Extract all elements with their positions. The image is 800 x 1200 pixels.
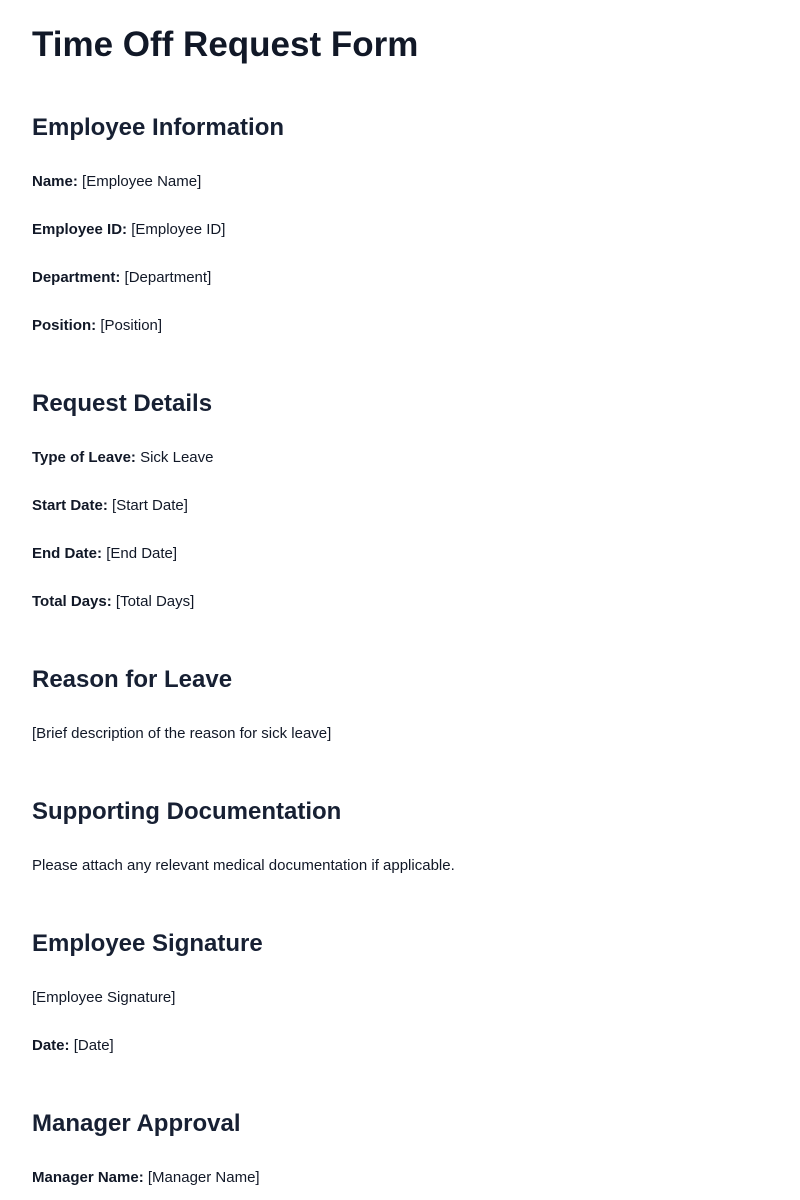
- department-line: [32, 268, 211, 288]
- employee-name-label: Name:: [32, 173, 78, 190]
- department-value: [Department]: [124, 269, 212, 286]
- leave-type-value: Sick Leave: [140, 449, 214, 466]
- position-line: [32, 316, 162, 336]
- supporting-documentation-text: Please attach any relevant medical documentation if applicable.: [32, 857, 455, 874]
- leave-type-label: Type of Leave:: [32, 449, 136, 466]
- total-days-line: [32, 592, 194, 612]
- employee-name-value: [Employee Name]: [82, 173, 202, 190]
- start-date-line: [32, 496, 188, 516]
- reason-heading: Reason for Leave: [32, 666, 233, 693]
- manager-name-label: Manager Name:: [32, 1169, 144, 1186]
- total-days-label: Total Days:: [32, 593, 112, 610]
- page-title: Time Off Request Form: [32, 25, 419, 64]
- employee-information-heading: Employee Information: [32, 114, 285, 141]
- signature-date-label: Date:: [32, 1037, 70, 1054]
- employee-id-value: [Employee ID]: [131, 221, 226, 238]
- department-label: Department:: [32, 269, 121, 286]
- reason-text: [Brief description of the reason for sick leave]: [32, 725, 332, 742]
- signature-date-value: [Date]: [73, 1037, 114, 1054]
- start-date-label: Start Date:: [32, 497, 108, 514]
- total-days-value: [Total Days]: [115, 593, 195, 610]
- position-value: [Position]: [100, 317, 163, 334]
- supporting-documentation-heading: Supporting Documentation: [32, 798, 342, 825]
- end-date-line: [32, 544, 177, 564]
- end-date-label: End Date:: [32, 545, 103, 562]
- employee-id-line: [32, 220, 225, 240]
- signature-date-line: [32, 1036, 114, 1056]
- manager-name-value: [Manager Name]: [147, 1169, 260, 1186]
- manager-name-line: [32, 1168, 260, 1188]
- employee-name-line: [32, 172, 201, 192]
- manager-approval-heading: Manager Approval: [32, 1110, 241, 1137]
- start-date-value: [Start Date]: [112, 497, 188, 514]
- employee-signature-placeholder: [Employee Signature]: [32, 989, 176, 1006]
- leave-type-line: [32, 448, 213, 468]
- request-details-heading: Request Details: [32, 390, 213, 417]
- employee-id-label: Employee ID:: [32, 221, 128, 238]
- position-label: Position:: [32, 317, 97, 334]
- end-date-value: [End Date]: [106, 545, 178, 562]
- employee-signature-heading: Employee Signature: [32, 930, 263, 957]
